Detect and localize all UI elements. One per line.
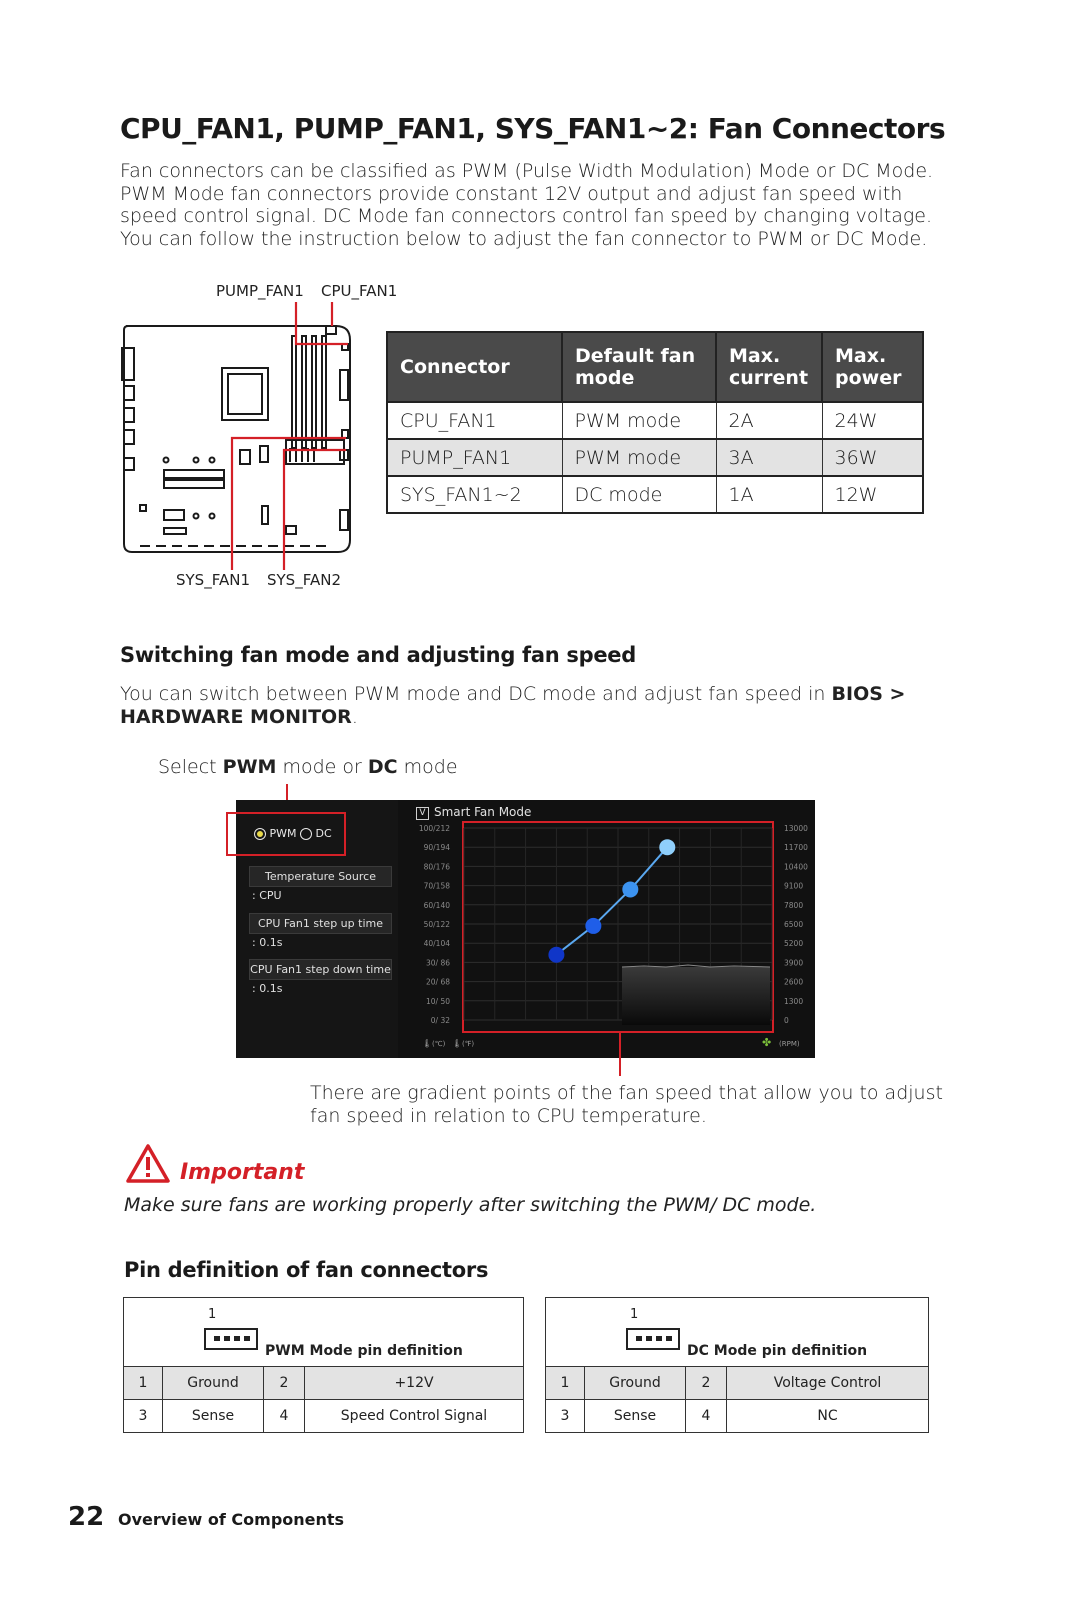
pwm-label: PWM [269,827,297,840]
table-cell: PUMP_FAN1 [387,439,562,476]
intro-line: speed control signal. DC Mode fan connectors control fan speed by changing voltage. [120,205,933,227]
pin-number: 3 [546,1400,585,1433]
rpm-tick-label: 5200 [784,939,804,949]
smart-fan-label: Smart Fan Mode [434,805,532,819]
table-cell: 12W [822,476,923,513]
unit-c: (℃) [432,1040,446,1048]
header-line: Default fan [575,345,696,367]
temp-tick-label: 60/140 [423,900,450,910]
table-cell: 1A [716,476,822,513]
table-cell: 24W [822,402,923,439]
table-cell: DC mode [562,476,716,513]
temp-tick-label: 40/104 [423,939,450,949]
rpm-tick-label: 6500 [784,920,804,929]
temp-source-value: : CPU [252,889,282,902]
temp-tick-label: 100/212 [418,824,450,833]
header-line: Max. [729,345,781,367]
pin-number: 1 [124,1367,163,1400]
pin-signal: Sense [585,1400,686,1433]
table-row [124,1367,524,1400]
pin-number: 4 [686,1400,727,1433]
pin-signal: Voltage Control [727,1367,929,1400]
gradient-description [310,1082,943,1127]
bios-screenshot [236,800,815,1058]
step-down-setting[interactable]: CPU Fan1 step down time [249,959,392,980]
table-row [546,1400,929,1433]
pin-signal: NC [727,1400,929,1433]
dc-pin-header [546,1298,929,1367]
table-cell: 2A [716,402,822,439]
step-up-value: : 0.1s [252,936,283,949]
table-cell: PWM mode [562,402,716,439]
header-max-power [822,332,923,402]
pin-number: 2 [264,1367,305,1400]
table-cell: 36W [822,439,923,476]
fan-speed-history-area [622,967,770,1025]
gradient-line: fan speed in relation to CPU temperature. [310,1104,707,1127]
connector-icon [626,1328,680,1350]
pwm-pin-title: PWM Mode pin definition [265,1343,463,1359]
warning-icon [125,1143,171,1185]
temp-axis [419,824,450,1025]
rpm-tick-label: 0 [784,1016,789,1025]
rpm-tick-label: 13000 [784,824,808,833]
thermo-f-icon: 🌡 [452,1039,463,1048]
smart-fan-checkbox[interactable]: V [416,807,429,820]
pin-section-title: Pin definition of fan connectors [124,1258,489,1282]
curve-line [556,847,667,955]
caption-dc: DC [367,756,398,778]
header-default-mode [562,332,716,402]
gradient-point[interactable] [548,947,564,963]
pin-signal: Speed Control Signal [305,1400,524,1433]
history-line [622,965,770,967]
dc-pin-title: DC Mode pin definition [687,1343,868,1359]
temp-tick-label: 10/ 50 [426,996,450,1006]
header-line: Max. [835,345,887,367]
fan-spec-table [386,331,924,514]
header-line: mode [575,367,635,389]
intro-line: You can follow the instruction below to adjust the fan connector to PWM or DC Mode. [120,227,928,250]
pin1-marker: 1 [630,1307,639,1322]
temp-tick-label: 0/ 32 [430,1016,450,1025]
pin1-marker: 1 [208,1307,217,1322]
rpm-tick-label: 7800 [784,900,804,910]
pwm-pin-table [123,1297,524,1433]
table-row [387,402,923,439]
table-row [387,476,923,513]
table-cell: SYS_FAN1~2 [387,476,562,513]
switching-text-end: . [351,705,358,728]
temp-tick-label: 20/ 68 [426,977,450,987]
table-header-row [387,332,923,402]
bios-path-1: BIOS > [831,683,906,705]
table-cell: 3A [716,439,822,476]
intro-line: Fan connectors can be classified as PWM (Pulse Width Modulation) Mode or DC Mode. [120,160,934,182]
pin-number: 2 [686,1367,727,1400]
pin-number: 1 [546,1367,585,1400]
label-sys-fan2: SYS_FAN2 [267,571,341,589]
callout-line-2 [619,1031,621,1076]
table-cell: PWM mode [562,439,716,476]
header-line: power [835,367,902,389]
gradient-point[interactable] [659,839,675,855]
pin-number: 3 [124,1400,163,1433]
fan-curve-chart[interactable] [404,820,815,1058]
label-cpu-fan1: CPU_FAN1 [321,282,398,300]
mode-radio-group[interactable] [254,827,332,840]
bios-path-2: HARDWARE MONITOR [120,705,352,728]
rpm-tick-label: 10400 [784,862,808,872]
intro-line: PWM Mode fan connectors provide constant 12V output and adjust fan speed with [120,182,903,205]
temp-tick-label: 90/194 [423,843,450,853]
temp-tick-label: 70/158 [423,881,450,891]
rpm-tick-label: 3900 [784,958,804,968]
pwm-radio-icon[interactable] [254,828,266,840]
temp-tick-label: 80/176 [423,862,450,872]
rpm-tick-label: 1300 [784,996,804,1006]
section-title: CPU_FAN1, PUMP_FAN1, SYS_FAN1~2: Fan Connectors [120,112,946,145]
connector-icon [204,1328,258,1350]
pin-signal: Ground [585,1367,686,1400]
pin-table-header [124,1298,524,1367]
label-sys-fan1: SYS_FAN1 [176,571,250,589]
step-down-value: : 0.1s [252,982,283,995]
dc-label: DC [315,827,332,840]
gradient-point[interactable] [622,881,638,897]
caption-text: Select [158,756,223,778]
thermo-c-icon: 🌡 [422,1039,433,1048]
dc-pin-table [545,1297,929,1433]
page-number: 22 [68,1502,105,1532]
step-up-setting[interactable]: CPU Fan1 step up time [249,913,392,934]
fan-icon: ✤ [762,1036,772,1049]
rpm-tick-label: 9100 [784,881,804,891]
gradient-point[interactable] [585,918,601,934]
table-row [124,1400,524,1433]
rpm-tick-label: 11700 [784,843,808,853]
switching-paragraph [120,683,950,728]
select-mode-caption [158,756,458,779]
temp-tick-label: 30/ 86 [426,958,450,968]
caption-pwm: PWM [222,756,277,778]
important-text: Make sure fans are working properly after switching the PWM/ DC mode. [124,1194,817,1216]
motherboard-diagram [110,300,370,570]
table-row [387,439,923,476]
table-row [546,1367,929,1400]
rpm-axis [784,824,808,1025]
header-line: current [729,367,809,389]
header-line: Connector [400,356,510,378]
pin-number: 4 [264,1400,305,1433]
rpm-tick-label: 2600 [784,977,804,987]
pin-signal: Ground [163,1367,264,1400]
gradient-line: There are gradient points of the fan speed that allow you to adjust [310,1082,943,1104]
header-connector [387,332,562,402]
fan-curve[interactable] [548,839,675,963]
pwm-pin-header [124,1298,524,1367]
pin-signal: +12V [305,1367,524,1400]
intro-paragraph [120,160,940,250]
important-title: Important [180,1160,305,1185]
switching-title: Switching fan mode and adjusting fan speed [120,643,636,667]
temp-tick-label: 50/122 [423,920,450,929]
unit-rpm: (RPM) [779,1040,800,1048]
temp-source-setting[interactable]: Temperature Source [249,866,392,887]
caption-text: mode [397,756,458,778]
table-cell: CPU_FAN1 [387,402,562,439]
pin-signal: Sense [163,1400,264,1433]
pin-table-header [546,1298,929,1367]
switching-text: You can switch between PWM mode and DC mode and adjust fan speed in [120,683,832,705]
caption-text: mode or [276,756,368,778]
label-pump-fan1: PUMP_FAN1 [216,282,304,300]
footer-section-name: Overview of Components [118,1510,345,1529]
unit-f: (℉) [462,1040,475,1048]
header-max-current [716,332,822,402]
dc-radio-icon[interactable] [300,828,312,840]
